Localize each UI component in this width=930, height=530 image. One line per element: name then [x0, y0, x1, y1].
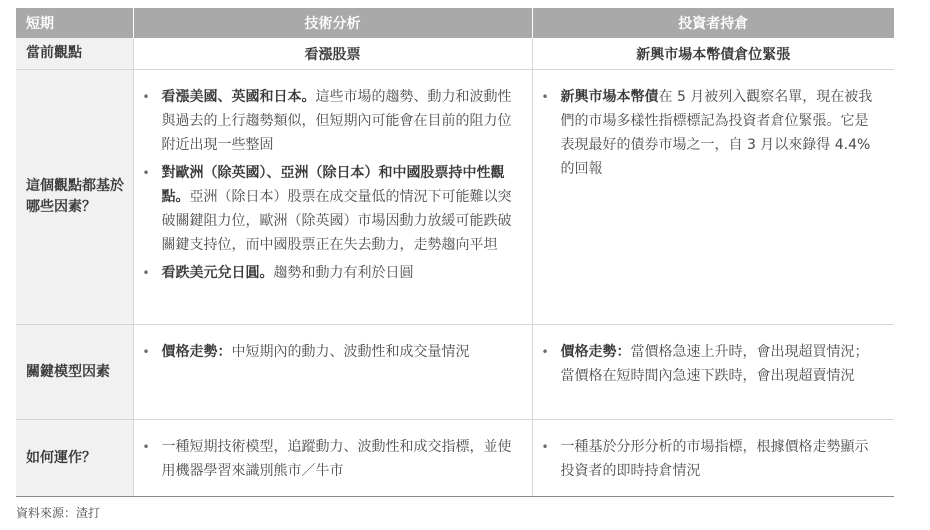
- view-positioning: 新興市場本幣債倉位緊張: [532, 38, 894, 70]
- table-row-factors: [16, 70, 894, 325]
- factors-positioning-list: [561, 85, 881, 181]
- list-item: [162, 161, 518, 257]
- list-item: [561, 85, 881, 181]
- list-item: [162, 435, 518, 483]
- item-text: 趨勢和動力有利於日圓: [273, 265, 414, 281]
- item-bold: 看漲美國、英國和日本。: [161, 89, 316, 105]
- header-term: 短期: [16, 8, 133, 38]
- header-positioning: 投資者持倉: [532, 8, 894, 38]
- header-technical: 技術分析: [133, 8, 532, 38]
- model-positioning-list: [561, 340, 881, 388]
- list-item: [162, 340, 518, 364]
- item-text: 一種基於分形分析的市場指標，根據價格走勢顯示投資者的即時持倉情況: [560, 439, 869, 479]
- model-technical-cell: [133, 325, 532, 420]
- comparison-table: [16, 8, 894, 497]
- item-text: 當價格急速上升時，會出現超買情況；當價格在短時間內急速下跌時，會出現超賣情況: [560, 344, 869, 384]
- list-item: [561, 340, 881, 388]
- table-row-model: [16, 325, 894, 420]
- item-bold: 價格走勢：: [560, 344, 631, 360]
- list-item: [561, 435, 881, 483]
- comparison-table-container: [16, 8, 894, 497]
- item-text: 這些市場的趨勢、動力和波動性與過去的上行趨勢類似，但短期內可能會在目前的阻力位附近出現一些整固: [161, 89, 512, 153]
- source-note: 資料來源：渣打: [16, 506, 101, 520]
- item-bold: 對歐洲（除英國）、亞洲（除日本）和中國股票持中性觀點。: [161, 165, 505, 205]
- item-bold: 新興市場本幣債: [560, 89, 659, 105]
- row-label-model: 關鍵模型因素: [16, 325, 133, 420]
- table-header-row: [16, 8, 894, 38]
- item-bold: 價格走勢：: [161, 344, 232, 360]
- model-technical-list: [162, 340, 518, 364]
- how-technical-list: [162, 435, 518, 483]
- row-label-factors: 這個觀點都基於哪些因素？: [16, 70, 133, 325]
- item-text: 亞洲（除日本）股票在成交量低的情況下可能難以突破關鍵阻力位，歐洲（除英國）市場因動力放緩可能跌破關鍵支持位，而中國股票正在失去動力，走勢趨向平坦: [161, 189, 512, 253]
- view-technical: 看漲股票: [133, 38, 532, 70]
- table-row-view: [16, 38, 894, 70]
- factors-technical-list: [162, 85, 518, 285]
- item-text: 中短期內的動力、波動性和成交量情況: [231, 344, 470, 360]
- list-item: [162, 261, 518, 285]
- item-text: 在 5 月被列入觀察名單，現在被我們的市場多樣性指標標記為投資者倉位緊張。它是表現最好的債券市場之一，自 3 月以來錄得 4.4%的回報: [560, 89, 873, 177]
- row-label-view: 當前觀點: [16, 38, 133, 70]
- how-technical-cell: [133, 420, 532, 497]
- item-text: 一種短期技術模型，追蹤動力、波動性和成交指標，並使用機器學習來識別熊市／牛市: [161, 439, 512, 479]
- factors-technical-cell: [133, 70, 532, 325]
- how-positioning-cell: [532, 420, 894, 497]
- how-positioning-list: [561, 435, 881, 483]
- item-bold: 看跌美元兌日圓。: [161, 265, 274, 281]
- table-row-how: [16, 420, 894, 497]
- factors-positioning-cell: [532, 70, 894, 325]
- list-item: [162, 85, 518, 157]
- model-positioning-cell: [532, 325, 894, 420]
- row-label-how: 如何運作？: [16, 420, 133, 497]
